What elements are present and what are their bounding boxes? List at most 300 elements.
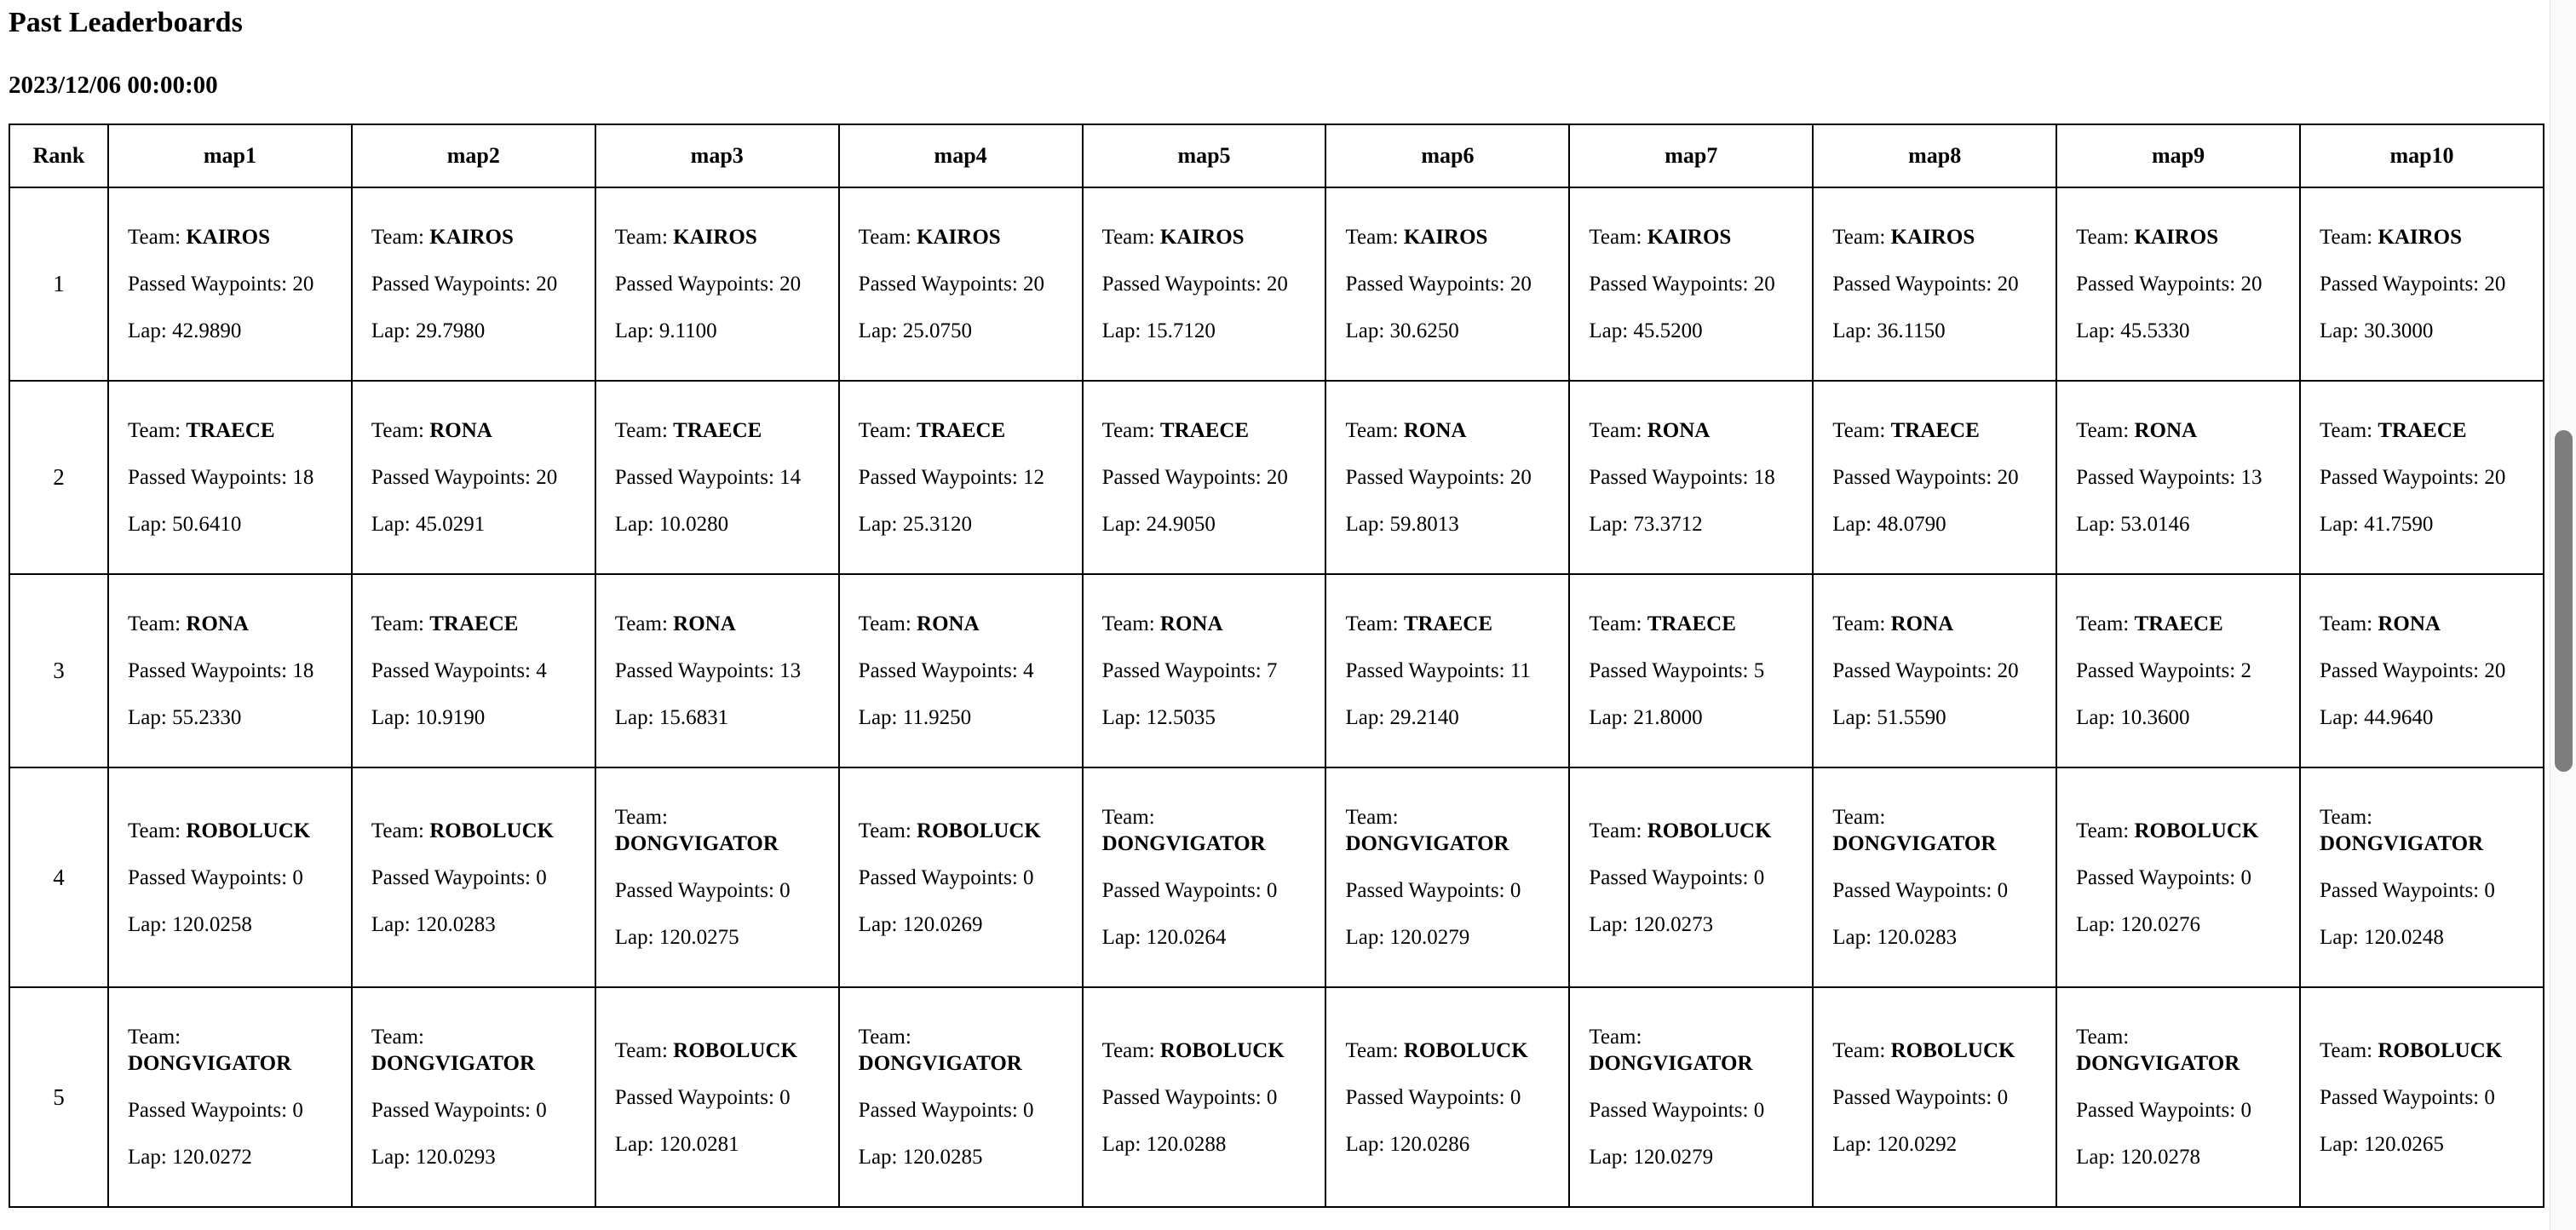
cell-line <box>2320 417 2524 444</box>
team-name: ROBOLUCK <box>1647 819 1772 842</box>
cell-line <box>1102 611 1307 637</box>
lap-label: Lap: <box>371 706 411 729</box>
cell-line <box>128 1144 332 1170</box>
cell-line <box>2076 818 2280 844</box>
waypoints-value: 0 <box>1997 879 2009 902</box>
waypoints-value: 20 <box>536 466 558 489</box>
cell-line <box>1102 704 1307 731</box>
result-cell <box>595 574 839 767</box>
team-label: Team: <box>1101 226 1155 249</box>
lap-label: Lap: <box>1832 1132 1872 1156</box>
team-name: RONA <box>1647 419 1711 442</box>
lap-label: Lap: <box>1101 513 1141 536</box>
lap-label: Lap: <box>1589 319 1629 342</box>
lap-value: 120.0283 <box>415 912 496 936</box>
team-label: Team: <box>1832 226 1886 249</box>
cell-line <box>1589 704 1793 731</box>
team-label: Team: <box>2076 612 2130 635</box>
team-name: ROBOLUCK <box>1403 1038 1528 1062</box>
cell-line <box>1345 804 1550 857</box>
waypoints-value: 18 <box>292 466 314 489</box>
waypoints-label: Passed Waypoints: <box>2076 466 2236 489</box>
waypoints-value: 20 <box>779 273 802 296</box>
cell-line <box>1102 804 1307 857</box>
waypoints-value: 4 <box>1023 659 1034 682</box>
cell-line <box>859 865 1063 891</box>
map-header-map3: map3 <box>595 124 839 187</box>
result-cell <box>2300 987 2544 1207</box>
waypoints-value: 18 <box>1753 466 1775 489</box>
result-cell <box>595 987 839 1207</box>
result-cell <box>2300 381 2544 574</box>
cell-line <box>128 271 332 297</box>
cell-line <box>1832 1037 2037 1064</box>
cell-line <box>615 1131 819 1158</box>
lap-value: 59.8013 <box>1389 513 1459 536</box>
waypoints-label: Passed Waypoints: <box>128 865 288 889</box>
cell-line <box>1832 804 2037 857</box>
lap-value: 120.0258 <box>172 912 252 936</box>
result-cell <box>1083 187 1326 381</box>
cell-line <box>2320 877 2524 904</box>
map-header-map9: map9 <box>2056 124 2300 187</box>
team-label: Team: <box>128 1026 181 1049</box>
map-header-map8: map8 <box>1813 124 2056 187</box>
lap-value: 24.9050 <box>1146 513 1216 536</box>
lap-value: 120.0286 <box>1389 1132 1470 1156</box>
lap-label: Lap: <box>1345 926 1385 949</box>
waypoints-value: 0 <box>1753 865 1765 889</box>
team-label: Team: <box>1589 612 1642 635</box>
cell-line <box>1102 658 1307 684</box>
lap-label: Lap: <box>858 912 898 936</box>
cell-line <box>1345 417 1550 444</box>
leaderboard-row <box>9 187 2544 381</box>
lap-label: Lap: <box>614 706 654 729</box>
lap-label: Lap: <box>858 1146 898 1169</box>
lap-label: Lap: <box>2076 1146 2115 1169</box>
waypoints-label: Passed Waypoints: <box>1345 466 1505 489</box>
result-cell <box>1569 187 1813 381</box>
rank-header: Rank <box>9 124 108 187</box>
lap-value: 41.7590 <box>2364 513 2434 536</box>
leaderboard-row <box>9 987 2544 1207</box>
lap-label: Lap: <box>2320 706 2359 729</box>
waypoints-value: 11 <box>1509 659 1531 682</box>
rank-cell: 3 <box>9 574 108 767</box>
team-label: Team: <box>371 419 424 442</box>
cell-line <box>859 658 1063 684</box>
lap-value: 120.0285 <box>902 1146 983 1169</box>
cell-line <box>2076 865 2280 891</box>
cell-line <box>2320 658 2524 684</box>
cell-line <box>128 224 332 250</box>
cell-line <box>128 911 332 938</box>
waypoints-label: Passed Waypoints: <box>128 659 288 682</box>
team-name: KAIROS <box>1890 226 1975 249</box>
cell-line <box>615 271 819 297</box>
lap-value: 120.0279 <box>1633 1146 1714 1169</box>
waypoints-label: Passed Waypoints: <box>128 1099 288 1122</box>
team-label: Team: <box>371 612 424 635</box>
cell-line <box>1345 1131 1550 1158</box>
team-name: RONA <box>1403 419 1467 442</box>
result-cell <box>2300 767 2544 987</box>
cell-line <box>1345 704 1550 731</box>
cell-line <box>371 911 576 938</box>
lap-value: 120.0292 <box>1877 1132 1958 1156</box>
cell-line <box>1345 511 1550 537</box>
team-label: Team: <box>1589 419 1642 442</box>
result-cell <box>108 574 352 767</box>
team-name: RONA <box>673 612 736 635</box>
cell-line <box>1102 1131 1307 1158</box>
lap-value: 29.7980 <box>415 319 486 342</box>
waypoints-label: Passed Waypoints: <box>1589 1099 1749 1122</box>
team-name: ROBOLUCK <box>1890 1038 2015 1062</box>
waypoints-value: 0 <box>1023 1099 1034 1122</box>
waypoints-label: Passed Waypoints: <box>1345 659 1505 682</box>
cell-line <box>371 1144 576 1170</box>
waypoints-value: 0 <box>292 865 303 889</box>
team-name: TRAECE <box>1159 419 1250 442</box>
cell-line <box>2320 1084 2524 1111</box>
team-label: Team: <box>858 1026 911 1049</box>
waypoints-value: 20 <box>292 273 314 296</box>
result-cell <box>352 767 595 987</box>
result-cell <box>352 987 595 1207</box>
lap-value: 45.5330 <box>2120 319 2190 342</box>
lap-label: Lap: <box>1589 706 1629 729</box>
cell-line <box>1345 1037 1550 1064</box>
lap-label: Lap: <box>858 706 898 729</box>
waypoints-value: 14 <box>779 466 802 489</box>
cell-line <box>2320 804 2524 857</box>
lap-label: Lap: <box>128 319 167 342</box>
result-cell <box>839 381 1083 574</box>
waypoints-label: Passed Waypoints: <box>1589 273 1749 296</box>
team-name: TRAECE <box>1890 419 1980 442</box>
lap-value: 48.0790 <box>1877 513 1946 536</box>
lap-label: Lap: <box>2076 513 2115 536</box>
result-cell <box>1083 574 1326 767</box>
lap-value: 42.9890 <box>172 319 242 342</box>
result-cell <box>1325 767 1569 987</box>
cell-line <box>371 658 576 684</box>
team-label: Team: <box>1345 612 1399 635</box>
lap-value: 120.0293 <box>415 1146 496 1169</box>
lap-value: 45.5200 <box>1633 319 1703 342</box>
waypoints-value: 0 <box>292 1099 303 1122</box>
lap-label: Lap: <box>2076 912 2115 936</box>
team-label: Team: <box>128 226 181 249</box>
cell-line <box>371 511 576 537</box>
team-label: Team: <box>1345 226 1399 249</box>
lap-value: 11.9250 <box>902 706 972 729</box>
cell-line <box>859 271 1063 297</box>
waypoints-value: 20 <box>1997 273 2019 296</box>
team-name: KAIROS <box>1403 226 1488 249</box>
cell-line <box>615 464 819 491</box>
rank-cell: 1 <box>9 187 108 381</box>
cell-line <box>615 511 819 537</box>
lap-label: Lap: <box>128 706 167 729</box>
cell-line <box>1832 877 2037 904</box>
team-label: Team: <box>614 1038 668 1062</box>
result-cell <box>839 987 1083 1207</box>
lap-label: Lap: <box>128 513 167 536</box>
result-cell <box>1083 987 1326 1207</box>
lap-label: Lap: <box>1101 1132 1141 1156</box>
waypoints-label: Passed Waypoints: <box>858 273 1018 296</box>
lap-label: Lap: <box>1832 319 1872 342</box>
lap-value: 21.8000 <box>1633 706 1703 729</box>
waypoints-label: Passed Waypoints: <box>2320 273 2480 296</box>
cell-line <box>1589 865 1793 891</box>
waypoints-value: 20 <box>1997 466 2019 489</box>
lap-value: 45.0291 <box>415 513 486 536</box>
team-name: ROBOLUCK <box>917 819 1041 842</box>
waypoints-label: Passed Waypoints: <box>858 865 1018 889</box>
team-label: Team: <box>614 226 668 249</box>
cell-line <box>1102 318 1307 344</box>
lap-value: 120.0272 <box>172 1146 252 1169</box>
leaderboard-row <box>9 574 2544 767</box>
lap-value: 50.6410 <box>172 513 242 536</box>
team-name: ROBOLUCK <box>429 819 555 842</box>
lap-value: 51.5590 <box>1877 706 1946 729</box>
cell-line <box>1589 464 1793 491</box>
waypoints-value: 18 <box>292 659 314 682</box>
cell-line <box>371 224 576 250</box>
waypoints-label: Passed Waypoints: <box>1101 1085 1262 1109</box>
cell-line <box>371 611 576 637</box>
team-name: KAIROS <box>1647 226 1732 249</box>
cell-line <box>2076 318 2280 344</box>
waypoints-value: 0 <box>2484 879 2495 902</box>
waypoints-label: Passed Waypoints: <box>1101 879 1262 902</box>
cell-line <box>859 1144 1063 1170</box>
waypoints-label: Passed Waypoints: <box>371 865 531 889</box>
team-name: KAIROS <box>673 226 757 249</box>
cell-line <box>1102 417 1307 444</box>
cell-line <box>128 464 332 491</box>
cell-line <box>1832 318 2037 344</box>
team-name: ROBOLUCK <box>1159 1038 1285 1062</box>
waypoints-value: 0 <box>536 1099 547 1122</box>
waypoints-label: Passed Waypoints: <box>2320 466 2480 489</box>
waypoints-value: 0 <box>536 865 547 889</box>
cell-line <box>2076 417 2280 444</box>
leaderboard-row <box>9 381 2544 574</box>
lap-value: 120.0275 <box>658 926 739 949</box>
waypoints-value: 0 <box>779 879 791 902</box>
lap-label: Lap: <box>858 319 898 342</box>
team-label: Team: <box>371 819 424 842</box>
map-header-map4: map4 <box>839 124 1083 187</box>
map-header-map7: map7 <box>1569 124 1813 187</box>
lap-value: 10.0280 <box>658 513 729 536</box>
result-cell <box>2056 767 2300 987</box>
lap-value: 73.3712 <box>1633 513 1703 536</box>
vertical-scrollbar-track[interactable] <box>2550 0 2576 1230</box>
page-timestamp: 2023/12/06 00:00:00 <box>9 72 218 99</box>
result-cell <box>1813 987 2056 1207</box>
lap-value: 29.2140 <box>1389 706 1459 729</box>
waypoints-value: 20 <box>1997 659 2019 682</box>
team-label: Team: <box>128 419 181 442</box>
result-cell <box>1569 574 1813 767</box>
lap-label: Lap: <box>2320 319 2359 342</box>
cell-line <box>371 417 576 444</box>
team-name: RONA <box>2134 419 2198 442</box>
lap-value: 36.1150 <box>1877 319 1946 342</box>
waypoints-value: 13 <box>2240 466 2263 489</box>
cell-line <box>1345 611 1550 637</box>
rank-cell: 4 <box>9 767 108 987</box>
team-label: Team: <box>1345 806 1399 829</box>
cell-line <box>859 611 1063 637</box>
cell-line <box>2320 611 2524 637</box>
waypoints-value: 20 <box>1509 466 1532 489</box>
team-name: RONA <box>2378 612 2441 635</box>
team-name: KAIROS <box>429 226 514 249</box>
team-label: Team: <box>2320 806 2373 829</box>
cell-line <box>2076 271 2280 297</box>
cell-line <box>1102 511 1307 537</box>
team-name: ROBOLUCK <box>2378 1038 2503 1062</box>
cell-line <box>615 417 819 444</box>
leaderboard-table <box>9 124 2544 1208</box>
lap-value: 120.0279 <box>1389 926 1470 949</box>
result-cell <box>2056 574 2300 767</box>
team-label: Team: <box>2320 419 2373 442</box>
lap-value: 120.0269 <box>902 912 983 936</box>
team-name: DONGVIGATOR <box>614 832 779 855</box>
cell-line <box>1102 1037 1307 1064</box>
cell-line <box>2076 1024 2280 1077</box>
lap-label: Lap: <box>2320 513 2359 536</box>
team-label: Team: <box>858 819 911 842</box>
result-cell <box>1569 987 1813 1207</box>
waypoints-label: Passed Waypoints: <box>614 659 774 682</box>
cell-line <box>2320 1037 2524 1064</box>
vertical-scrollbar-thumb[interactable] <box>2555 430 2573 772</box>
lap-value: 120.0276 <box>2120 912 2200 936</box>
team-name: TRAECE <box>429 612 519 635</box>
cell-line <box>1345 877 1550 904</box>
waypoints-label: Passed Waypoints: <box>371 1099 531 1122</box>
team-name: KAIROS <box>186 226 270 249</box>
team-name: DONGVIGATOR <box>1345 832 1509 855</box>
cell-line <box>371 1024 576 1077</box>
map-header-map6: map6 <box>1325 124 1569 187</box>
cell-line <box>2076 658 2280 684</box>
waypoints-value: 2 <box>2240 659 2251 682</box>
lap-label: Lap: <box>614 513 654 536</box>
team-name: ROBOLUCK <box>2134 819 2259 842</box>
lap-label: Lap: <box>614 1132 654 1156</box>
waypoints-value: 13 <box>779 659 802 682</box>
waypoints-value: 4 <box>536 659 547 682</box>
waypoints-label: Passed Waypoints: <box>858 1099 1018 1122</box>
waypoints-label: Passed Waypoints: <box>128 466 288 489</box>
result-cell <box>595 381 839 574</box>
waypoints-value: 12 <box>1023 466 1045 489</box>
team-name: TRAECE <box>186 419 275 442</box>
team-name: ROBOLUCK <box>186 819 311 842</box>
cell-line <box>371 271 576 297</box>
cell-line <box>615 658 819 684</box>
lap-value: 25.3120 <box>902 513 972 536</box>
cell-line <box>1832 1131 2037 1158</box>
cell-line <box>128 865 332 891</box>
team-label: Team: <box>614 806 668 829</box>
waypoints-value: 20 <box>2240 273 2263 296</box>
page-title: Past Leaderboards <box>9 7 243 38</box>
cell-line <box>859 417 1063 444</box>
waypoints-label: Passed Waypoints: <box>1589 466 1749 489</box>
team-label: Team: <box>1345 1038 1399 1062</box>
cell-line <box>2320 511 2524 537</box>
cell-line <box>2076 1097 2280 1124</box>
team-label: Team: <box>2076 226 2130 249</box>
lap-value: 55.2330 <box>172 706 242 729</box>
cell-line <box>2320 318 2524 344</box>
result-cell <box>1325 574 1569 767</box>
cell-line <box>128 511 332 537</box>
cell-line <box>1832 464 2037 491</box>
result-cell <box>1325 381 1569 574</box>
lap-value: 30.3000 <box>2364 319 2434 342</box>
rank-cell: 5 <box>9 987 108 1207</box>
cell-line <box>2320 924 2524 951</box>
result-cell <box>2300 574 2544 767</box>
cell-line <box>1345 271 1550 297</box>
team-label: Team: <box>858 226 911 249</box>
team-label: Team: <box>128 819 181 842</box>
cell-line <box>1589 911 1793 938</box>
lap-label: Lap: <box>1345 319 1385 342</box>
waypoints-value: 0 <box>1509 1085 1521 1109</box>
cell-line <box>1589 511 1793 537</box>
team-name: DONGVIGATOR <box>858 1052 1022 1075</box>
map-header-map10: map10 <box>2300 124 2544 187</box>
waypoints-label: Passed Waypoints: <box>1345 1085 1505 1109</box>
lap-label: Lap: <box>371 319 411 342</box>
waypoints-label: Passed Waypoints: <box>2320 1085 2480 1109</box>
waypoints-value: 20 <box>2484 659 2506 682</box>
waypoints-label: Passed Waypoints: <box>371 273 531 296</box>
cell-line <box>1589 271 1793 297</box>
cell-line <box>1832 1084 2037 1111</box>
cell-line <box>2320 224 2524 250</box>
result-cell <box>595 767 839 987</box>
team-label: Team: <box>1101 612 1155 635</box>
cell-line <box>2320 464 2524 491</box>
cell-line <box>1832 271 2037 297</box>
team-name: RONA <box>1890 612 1954 635</box>
lap-value: 44.9640 <box>2364 706 2434 729</box>
team-name: KAIROS <box>2378 226 2463 249</box>
team-name: RONA <box>429 419 492 442</box>
waypoints-label: Passed Waypoints: <box>2076 1099 2236 1122</box>
lap-value: 10.3600 <box>2120 706 2190 729</box>
waypoints-value: 20 <box>1266 273 1288 296</box>
cell-line <box>1345 658 1550 684</box>
result-cell <box>595 187 839 381</box>
lap-label: Lap: <box>1589 513 1629 536</box>
